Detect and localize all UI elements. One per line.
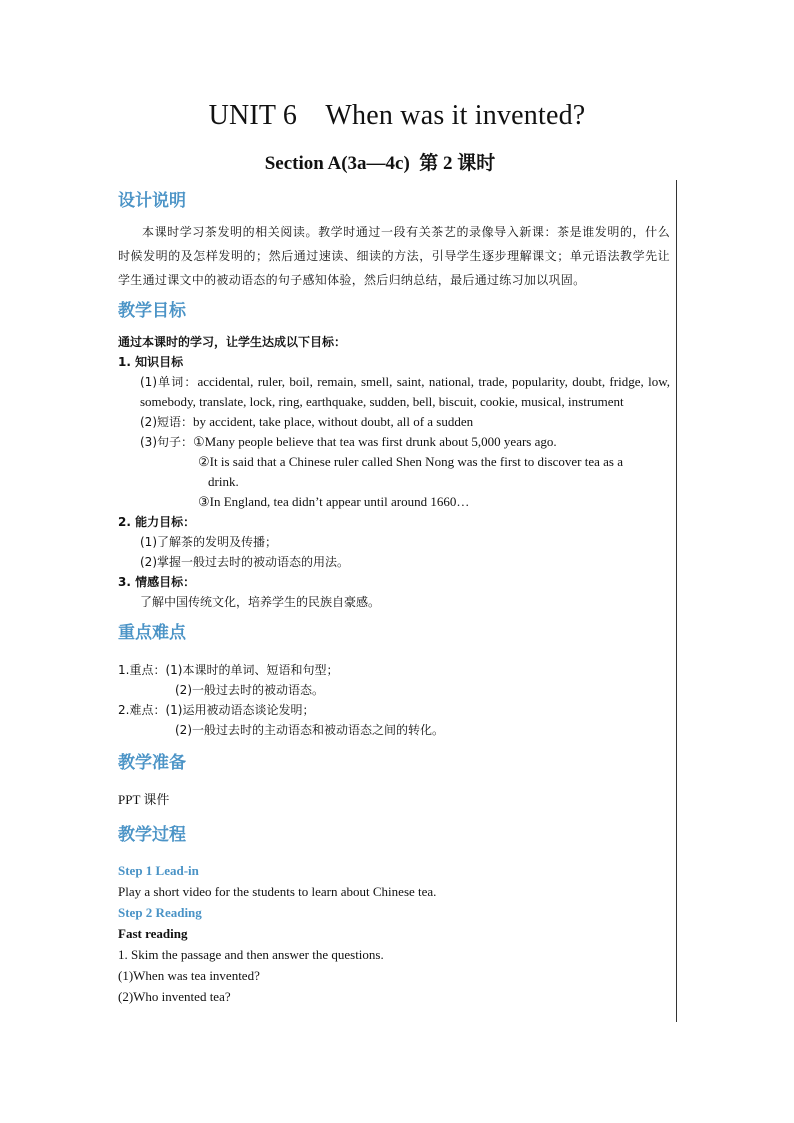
process-heading: 教学过程 (118, 825, 186, 845)
question-2: (2)Who invented tea? (118, 989, 231, 1004)
fast-reading-heading: Fast reading (118, 926, 188, 941)
ability-2: (2)掌握一般过去时的被动语态的用法。 (140, 555, 349, 569)
phrases-list: by accident, take place, without doubt, all of a sudden (193, 414, 474, 429)
design-text: 本课时学习茶发明的相关阅读。教学时通过一段有关茶艺的录像导入新课：茶是谁发明的，什么时候发明的及怎样发明的；然后通过速读、细读的方法，引导学生逐步理解课文；单元语法教学先让学生通过课文中的被动语态的句子感知体验，然后归纳总结，最后通过练习加以巩固。 (118, 225, 670, 287)
vocab-sentences (118, 432, 670, 452)
goals-heading: 教学目标 (118, 301, 186, 321)
sentence-2b: drink. (208, 474, 239, 489)
focus-line-1 (118, 660, 670, 680)
task-1: 1. Skim the passage and then answer the questions. (118, 947, 384, 962)
words-list: accidental, ruler, boil, remain, smell, saint, national, trade, popularity, doubt, fridge, low, somebody, translate, lock, ring, earthquake, sudden, bell, biscuit, cookie, musical, instrument (140, 374, 670, 409)
sentence-1: ①Many people believe that tea was first drunk about 5,000 years ago. (193, 434, 557, 449)
vocab-words (118, 372, 670, 412)
ability-1: (1)了解茶的发明及传播； (140, 535, 277, 549)
emotion-title: 3. 情感目标： (118, 575, 196, 589)
goals-intro: 通过本课时的学习，让学生达成以下目标： (118, 335, 347, 349)
focus-1: (1)本课时的单词、短语和句型； (165, 663, 339, 677)
sentence-2a: ②It is said that a Chinese ruler called Shen Nong was the first to discover tea as a (198, 454, 624, 469)
ability-title: 2. 能力目标： (118, 515, 196, 529)
vocab-phrases (118, 412, 670, 432)
question-1: (1)When was tea invented? (118, 968, 260, 983)
design-heading: 设计说明 (118, 191, 186, 211)
difficulty-1: (1)运用被动语态谈论发明； (165, 703, 315, 717)
difficulty-line-1 (118, 700, 670, 720)
table-right-border (676, 180, 677, 1022)
prep-heading: 教学准备 (118, 753, 186, 773)
page-subtitle: Section A(3a—4c) 第 2 课时 (264, 153, 496, 174)
difficulty-2: (2)一般过去时的主动语态和被动语态之间的转化。 (175, 723, 444, 737)
prep-text: PPT 课件 (118, 792, 170, 807)
words-label: (1)单词： (140, 375, 198, 389)
focus-label: 1.重点： (118, 663, 166, 677)
emotion-1: 了解中国传统文化，培养学生的民族自豪感。 (140, 595, 381, 609)
page-title: UNIT 6 When was it invented? (208, 100, 586, 131)
step-1-text: Play a short video for the students to learn about Chinese tea. (118, 884, 437, 899)
knowledge-title: 1. 知识目标 (118, 355, 184, 369)
focus-2: (2)一般过去时的被动语态。 (175, 683, 324, 697)
sentences-label: (3)句子： (140, 435, 193, 449)
step-2-heading: Step 2 Reading (118, 905, 202, 920)
lesson-content (118, 186, 670, 1007)
step-1-heading: Step 1 Lead-in (118, 863, 199, 878)
sentence-3: ③In England, tea didn’t appear until around 1660… (198, 494, 470, 509)
difficulty-label: 2.难点： (118, 703, 166, 717)
keypoints-heading: 重点难点 (118, 623, 186, 643)
phrases-label: (2)短语： (140, 415, 193, 429)
